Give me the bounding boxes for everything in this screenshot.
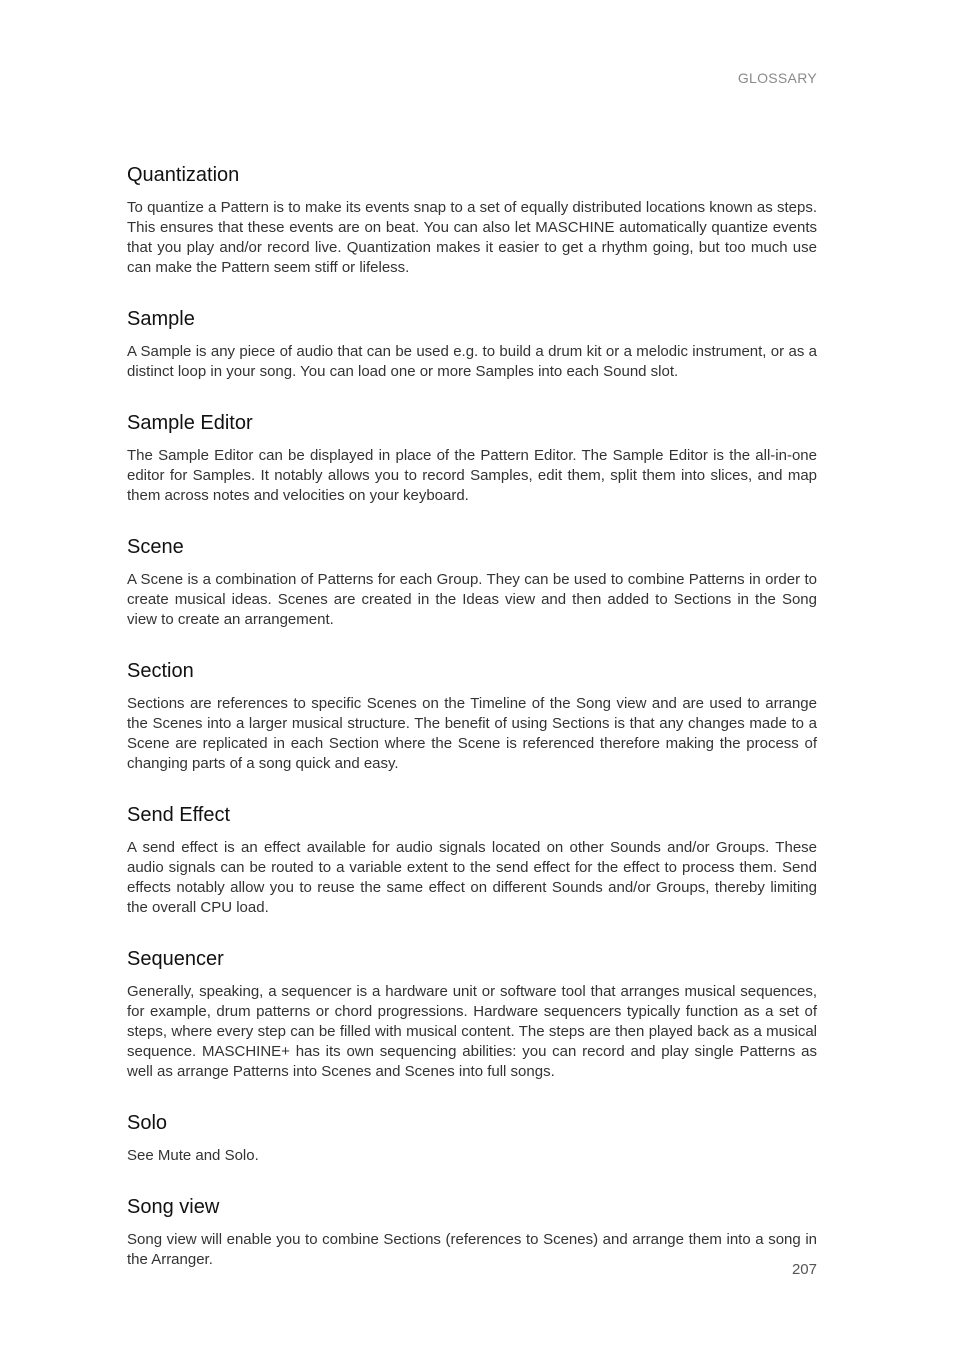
term-definition: Song view will enable you to combine Sections (references to Scenes) and arrange them into a song in the Arranger. <box>127 1231 817 1268</box>
running-header: GLOSSARY <box>737 70 817 86</box>
term-heading: Sample Editor <box>127 412 253 434</box>
glossary-entry-quantization <box>127 161 817 278</box>
glossary-entry-sample <box>127 305 817 382</box>
term-definition: To quantize a Pattern is to make its events snap to a set of equally distributed locations known as steps. This ensures that these events are on beat. You can also let MASCHINE automatically quantize events that you play and/or record live. Quantization makes it easier to get a rhythm going, but too much use can make the Pattern seem stiff or lifeless. <box>127 199 817 276</box>
term-heading: Sample <box>127 308 195 330</box>
term-definition: The Sample Editor can be displayed in place of the Pattern Editor. The Sample Editor is the all-in-one editor for Samples. It notably allows you to record Samples, edit them, split them into slices, and map them across notes and velocities on your keyboard. <box>127 447 817 504</box>
term-definition: Generally, speaking, a sequencer is a hardware unit or software tool that arranges musical sequences, for example, drum patterns or chord progressions. Hardware sequencers typically function as a set of steps, where every step can be filled with musical content. The steps are then played back as a musical sequence. MASCHINE+ has its own sequencing abilities: you can record and play single Patterns as well as arrange Patterns into Scenes and Scenes into full songs. <box>127 983 817 1080</box>
glossary-entry-sample-editor <box>127 409 817 506</box>
glossary-content <box>127 161 817 1297</box>
term-heading: Send Effect <box>127 804 231 826</box>
page-number: 207 <box>791 1261 817 1278</box>
term-definition: A send effect is an effect available for audio signals located on other Sounds and/or Groups. These audio signals can be routed to a variable extent to the send effect for the effect to process them. Send effects notably allow you to reuse the same effect on different Sounds and/or Groups, thereby limiting the overall CPU load. <box>127 839 817 916</box>
term-heading: Section <box>127 660 194 682</box>
glossary-entry-song-view <box>127 1193 817 1270</box>
term-heading: Sequencer <box>127 948 224 970</box>
term-heading: Quantization <box>127 164 240 186</box>
term-heading: Song view <box>127 1196 220 1218</box>
glossary-entry-scene <box>127 533 817 630</box>
term-heading: Scene <box>127 536 184 558</box>
term-definition: See Mute and Solo. <box>127 1147 259 1164</box>
term-definition: A Scene is a combination of Patterns for each Group. They can be used to combine Patterns in order to create musical ideas. Scenes are created in the Ideas view and then added to Sections in the Song view to create an arrangement. <box>127 571 817 628</box>
glossary-entry-sequencer <box>127 945 817 1082</box>
glossary-entry-section <box>127 657 817 774</box>
glossary-entry-send-effect <box>127 801 817 918</box>
term-definition: A Sample is any piece of audio that can be used e.g. to build a drum kit or a melodic instrument, or as a distinct loop in your song. You can load one or more Samples into each Sound slot. <box>127 343 817 380</box>
term-definition: Sections are references to specific Scenes on the Timeline of the Song view and are used to arrange the Scenes into a larger musical structure. The benefit of using Sections is that any changes made to a Scene are replicated in each Section where the Scene is referenced therefore making the process of changing parts of a song quick and easy. <box>127 695 817 772</box>
glossary-entry-solo <box>127 1109 817 1166</box>
term-heading: Solo <box>127 1112 168 1134</box>
